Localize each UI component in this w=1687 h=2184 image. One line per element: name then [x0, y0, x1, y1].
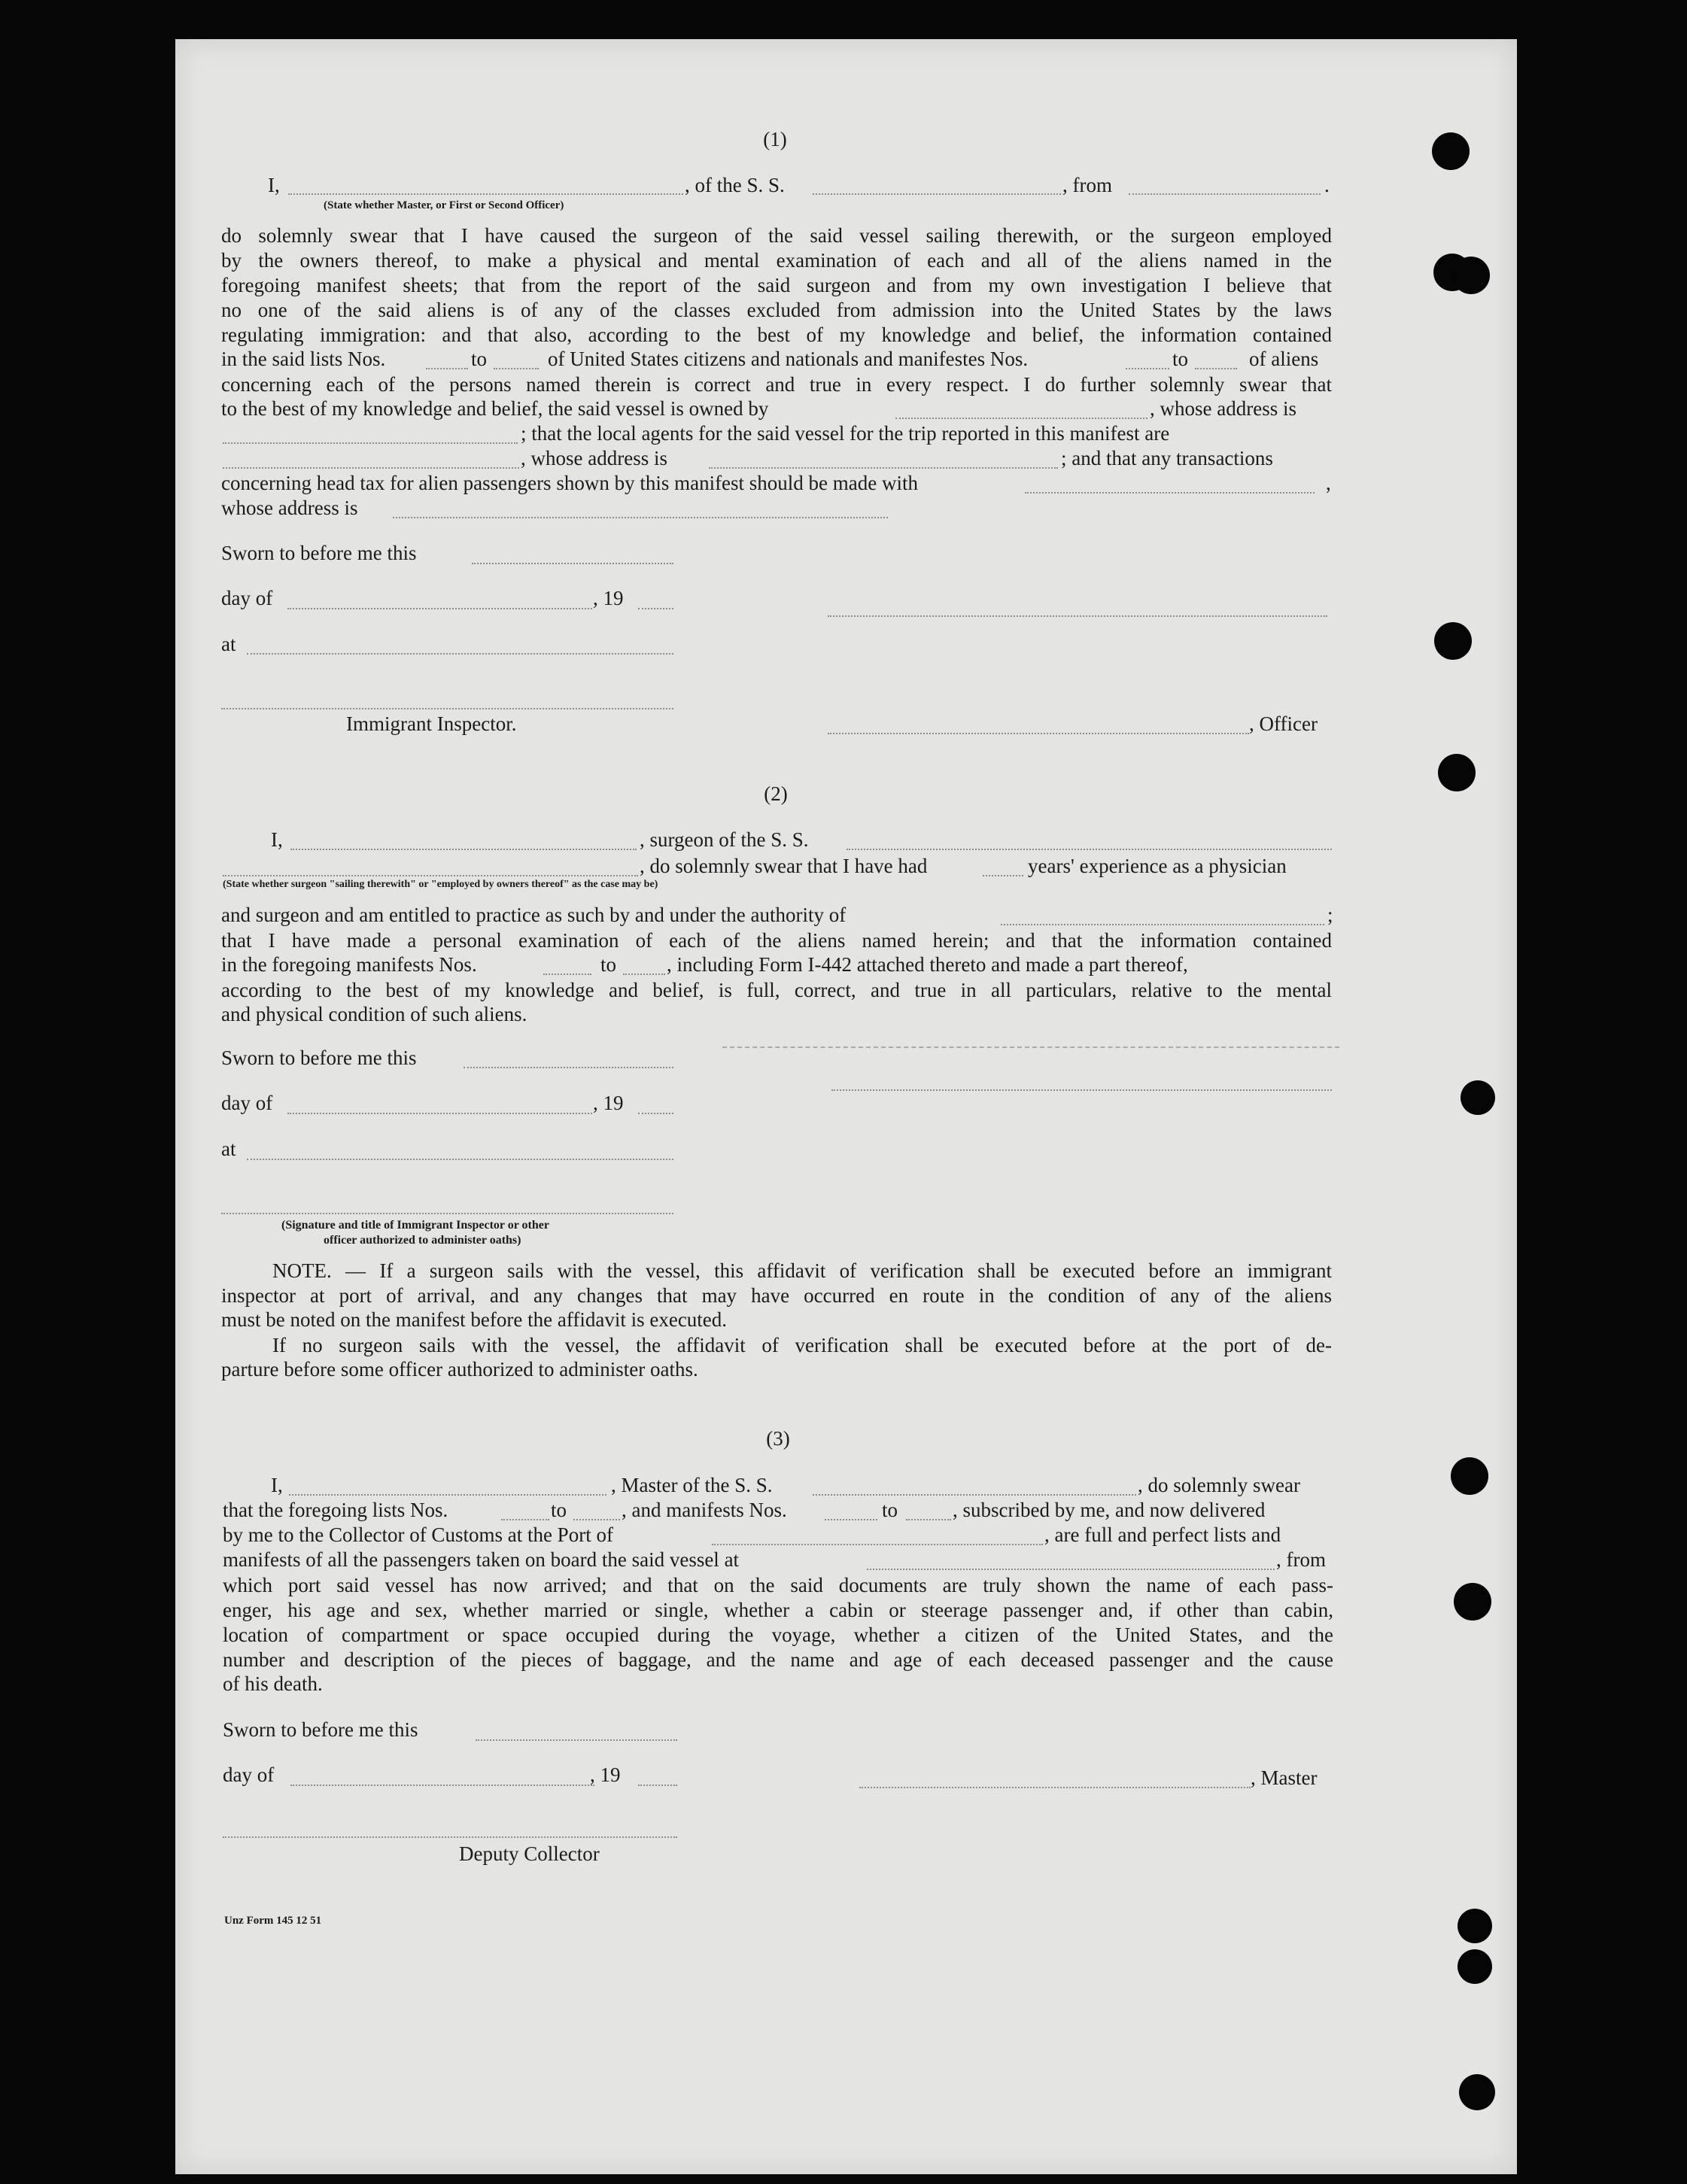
manifests-from-field[interactable] [825, 1519, 877, 1520]
note-line: NOTE. — If a surgeon sails with the vessel, this affidavit of verification shall be executed before an immigrant [272, 1259, 1332, 1282]
lists-to-field[interactable] [573, 1519, 620, 1520]
agents-field[interactable] [223, 467, 519, 469]
binder-hole [1434, 622, 1472, 660]
vessel-name-field[interactable] [813, 193, 1061, 195]
signature-caption: (Signature and title of Immigrant Inspector or other [281, 1219, 549, 1232]
agents-address-field[interactable] [709, 467, 1058, 469]
year-label: , 19 [593, 1092, 624, 1114]
immigrant-inspector-label: Immigrant Inspector. [346, 712, 517, 735]
owner-field[interactable] [895, 418, 1147, 419]
sworn-label: Sworn to before me this [221, 542, 417, 564]
transactions-label: ; and that any transactions [1061, 447, 1273, 469]
at-label: at [221, 633, 236, 655]
section-1-body-line: foregoing manifest sheets; that from the report of the said surgeon and from my own investigation I believe that [221, 274, 1332, 296]
section-1-body-line: regulating immigration: and that also, according to the best of my knowledge and belief, the information contained [221, 323, 1332, 346]
manifests-to-field[interactable] [1195, 368, 1237, 369]
form-i442-label: , including Form I-442 attached thereto and made a part thereof, [667, 953, 1188, 976]
lists-label: that the foregoing lists Nos. [223, 1499, 448, 1521]
surgeon-label: , surgeon of the S. S. [640, 828, 809, 851]
vessel-label: , of the S. S. [685, 174, 785, 196]
note-line: inspector at port of arrival, and any changes that may have occurred en route in the condition of any of the aliens [221, 1284, 1332, 1307]
binder-hole [1454, 1583, 1491, 1621]
whose-address-label: whose address is [221, 497, 358, 519]
swear-label: , do solemnly swear that I have had [640, 855, 928, 877]
form-number: Unz Form 145 12 51 [224, 1915, 322, 1927]
binder-hole [1458, 1909, 1492, 1943]
section-3-body-line: which port said vessel has now arrived; and that on the said documents are truly shown the name of each pass- [223, 1574, 1333, 1596]
sworn-date-field[interactable] [472, 563, 673, 564]
port-field[interactable] [712, 1544, 1043, 1545]
from-label: , from [1062, 174, 1112, 196]
day-of-label: day of [221, 1092, 273, 1114]
authority-label: and surgeon and am entitled to practice as such by and under the authority of [221, 904, 847, 926]
note-line: If no surgeon sails with the vessel, the affidavit of verification shall be executed before at the port of de- [272, 1334, 1332, 1356]
lists-to-field[interactable] [494, 368, 539, 369]
section-1-body-line: concerning each of the persons named therein is correct and true in every respect. I do further solemnly swear that [221, 373, 1332, 396]
section-2-i-label: I, [271, 828, 283, 851]
collector-signature-field[interactable] [223, 1836, 677, 1838]
year-field[interactable] [638, 1113, 673, 1114]
binder-hole [1459, 2074, 1495, 2110]
from-port-field[interactable] [1129, 193, 1321, 195]
binder-hole [1452, 257, 1490, 294]
agents-address-label: , whose address is [521, 447, 667, 469]
years-field[interactable] [983, 875, 1023, 876]
at-field[interactable] [247, 1159, 673, 1160]
binder-hole [1432, 132, 1470, 170]
whose-address-label: , whose address is [1150, 397, 1296, 420]
solemnly-swear-label: , do solemnly swear [1138, 1474, 1300, 1496]
officer-name-field[interactable] [288, 193, 683, 195]
sworn-line-i [268, 174, 280, 197]
section-3-body-line: location of compartment or space occupied during the voyage, whether a citizen of the United States, and the [223, 1624, 1333, 1646]
semicolon: ; [1327, 904, 1333, 926]
manifests-label: , and manifests Nos. [622, 1499, 787, 1521]
taken-on-board-label: manifests of all the passengers taken on board the said vessel at [223, 1548, 740, 1571]
note-line: parture before some officer authorized to administer oaths. [221, 1358, 698, 1381]
signature-caption: officer authorized to administer oaths) [324, 1234, 521, 1247]
day-of-field[interactable] [287, 608, 592, 609]
manifests-nos-from-field[interactable] [543, 974, 591, 975]
binder-hole [1438, 754, 1476, 791]
owner-address-field[interactable] [223, 442, 518, 444]
to-label: to [882, 1499, 898, 1521]
surgeon-caption: (State whether surgeon "sailing therewith" or "employed by owners thereof" as the case may be) [223, 879, 658, 890]
master-signature-field[interactable] [859, 1787, 1251, 1788]
agents-label: ; that the local agents for the said vessel for the trip reported in this manifest are [521, 422, 1170, 445]
section-3-number: (3) [766, 1427, 790, 1450]
section-3-body-line: enger, his age and sex, whether married or single, whether a cabin or steerage passenger and, if other than cabin, [223, 1599, 1333, 1621]
section-1-body-line: no one of the said aliens is of any of the classes excluded from admission into the United States by the laws [221, 299, 1332, 321]
to-label: to [1172, 348, 1189, 370]
manifests-label: in the foregoing manifests Nos. [221, 953, 477, 976]
day-of-label: day of [223, 1763, 275, 1786]
binder-hole [1461, 1080, 1495, 1115]
signature-title-field[interactable] [831, 1089, 1332, 1091]
port-label: by me to the Collector of Customs at the Port of [223, 1523, 613, 1546]
day-of-field[interactable] [290, 1785, 594, 1786]
surgeon-name-field[interactable] [290, 849, 637, 850]
section-3-body-line: number and description of the pieces of baggage, and the name and age of each deceased passenger and the cause [223, 1648, 1333, 1671]
section-2-number: (2) [764, 782, 788, 805]
officer-signature-field[interactable] [828, 733, 1249, 734]
sworn-label: Sworn to before me this [223, 1718, 418, 1741]
master-label: , Master of the S. S. [611, 1474, 773, 1496]
owned-label: to the best of my knowledge and belief, the said vessel is owned by [221, 397, 769, 420]
section-1-body-line: do solemnly swear that I have caused the surgeon of the said vessel sailing therewith, or the surgeon employed [221, 224, 1332, 247]
to-label: to [551, 1499, 567, 1521]
binder-hole [1451, 1457, 1488, 1495]
section-1-i-label: I, [268, 174, 280, 196]
surgeon-vessel-field[interactable] [847, 849, 1332, 850]
section-3-i-label: I, [271, 1474, 283, 1496]
of-aliens-label: of aliens [1249, 348, 1319, 370]
experience-label: years' experience as a physician [1028, 855, 1287, 877]
period: . [1324, 174, 1330, 196]
section-3-body-line: of his death. [223, 1672, 323, 1695]
officer-label: , Officer [1249, 712, 1318, 735]
sworn-label: Sworn to before me this [221, 1046, 417, 1069]
section-2-body-line: according to the best of my knowledge and belief, is full, correct, and true in all particulars, relative to the mental [221, 979, 1332, 1001]
citizens-manifests-label: of United States citizens and nationals and manifestes Nos. [548, 348, 1029, 370]
year-label: , 19 [590, 1763, 621, 1786]
head-tax-address-field[interactable] [393, 517, 888, 518]
year-field[interactable] [638, 1785, 677, 1786]
from-label: , from [1276, 1548, 1326, 1571]
perfect-lists-label: , are full and perfect lists and [1044, 1523, 1281, 1546]
section-2-body-line: and physical condition of such aliens. [221, 1003, 527, 1025]
subscribed-label: , subscribed by me, and now delivered [953, 1499, 1266, 1521]
day-of-field[interactable] [287, 1113, 592, 1114]
binder-hole [1458, 1949, 1492, 1984]
lists-from-field[interactable] [426, 368, 468, 369]
head-tax-field[interactable] [1025, 492, 1315, 494]
year-field[interactable] [638, 608, 673, 609]
day-of-label: day of [221, 587, 273, 609]
manifests-nos-to-field[interactable] [623, 974, 665, 975]
sworn-date-field[interactable] [464, 1067, 673, 1068]
comma: , [1326, 472, 1331, 494]
officer-caption: (State whether Master, or First or Second Officer) [324, 199, 564, 211]
sworn-date-field[interactable] [476, 1739, 677, 1741]
section-1-number: (1) [763, 128, 787, 150]
signature-field[interactable] [722, 1046, 1339, 1048]
note-line: must be noted on the manifest before the affidavit is executed. [221, 1308, 728, 1331]
lists-from-field[interactable] [501, 1519, 549, 1520]
signature-field[interactable] [828, 615, 1327, 617]
surgeon-status-field[interactable] [223, 875, 638, 876]
deputy-collector-label: Deputy Collector [459, 1842, 600, 1865]
to-label: to [471, 348, 488, 370]
authority-field[interactable] [1001, 924, 1324, 925]
master-vessel-field[interactable] [813, 1494, 1136, 1496]
inspector-signature-field[interactable] [221, 708, 673, 709]
boarding-port-field[interactable] [867, 1569, 1275, 1570]
manifests-to-field[interactable] [906, 1519, 951, 1520]
inspector-signature-field[interactable] [221, 1213, 673, 1214]
lists-label: in the said lists Nos. [221, 348, 386, 370]
section-2-body-line: that I have made a personal examination of each of the aliens named herein; and that the information contained [221, 929, 1332, 952]
to-label: to [600, 953, 617, 976]
section-1-body-line: by the owners thereof, to make a physical and mental examination of each and all of the aliens named in the [221, 249, 1332, 272]
master-title-label: , Master [1251, 1766, 1318, 1789]
head-tax-label: concerning head tax for alien passengers shown by this manifest should be made with [221, 472, 919, 494]
year-label: , 19 [593, 587, 624, 609]
manifests-from-field[interactable] [1126, 368, 1169, 369]
master-name-field[interactable] [289, 1494, 606, 1496]
at-label: at [221, 1138, 236, 1160]
at-field[interactable] [247, 653, 673, 655]
